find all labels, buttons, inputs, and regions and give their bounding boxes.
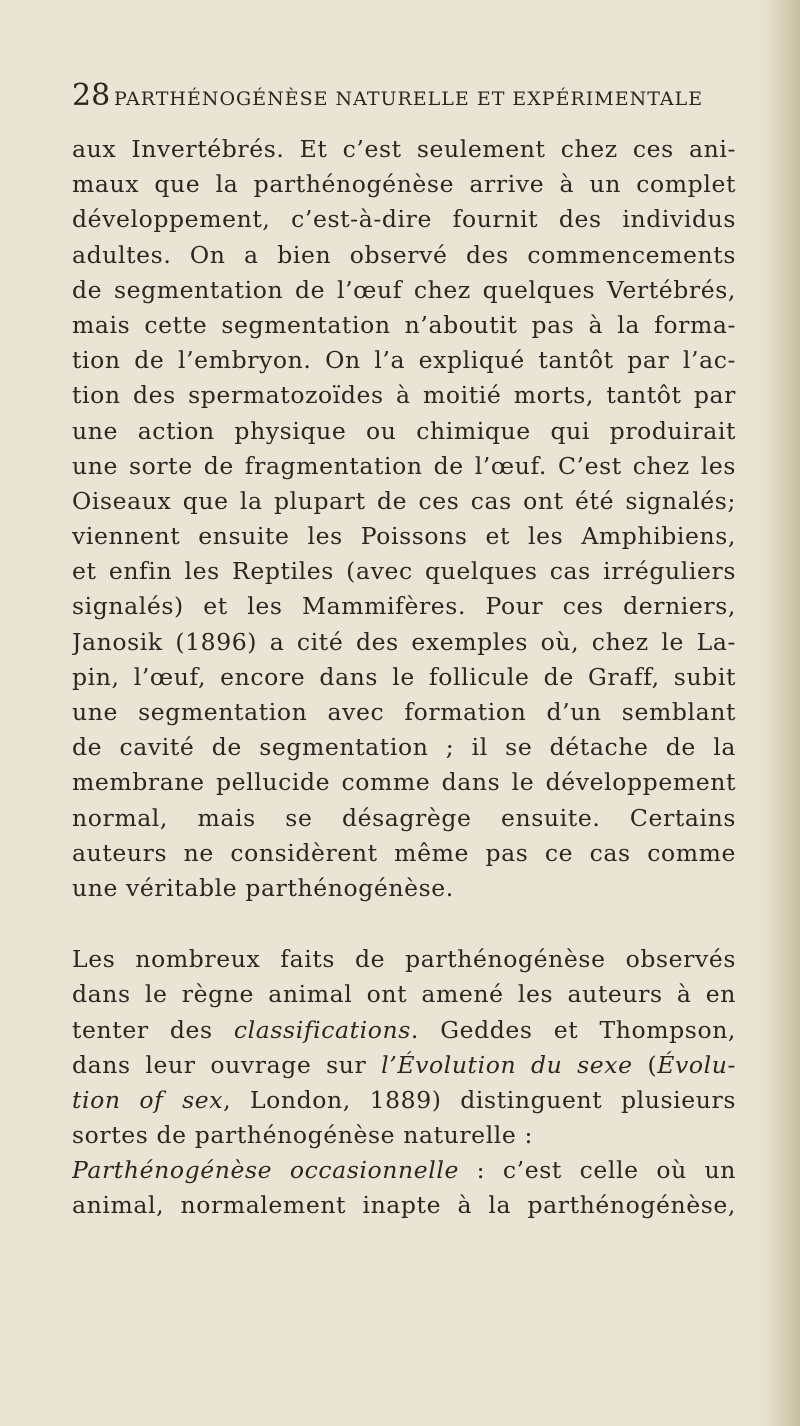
text-line: sortes de parthénogénèse naturelle :: [72, 1121, 534, 1150]
text-line: aux Invertébrés. Et c’est seulement chez ces ani-: [72, 135, 736, 163]
text-run: dans leur ouvrage sur: [72, 1050, 382, 1079]
italic-title: Évolu-: [657, 1050, 736, 1079]
italic-title: l’Évolution du sexe: [381, 1050, 633, 1079]
text-line: tion des spermatozoïdes à moitié morts, tantôt par: [72, 381, 736, 410]
page-number: 28: [72, 78, 111, 113]
text-line: adultes. On a bien observé des commencements: [72, 240, 736, 269]
page-header: [72, 78, 732, 118]
text-run: (: [632, 1050, 658, 1079]
text-line: [72, 1013, 736, 1048]
text-line: de cavité de segmentation ; il se détache de la: [72, 733, 736, 762]
text-line: tion de l’embryon. On l’a expliqué tantôt par l’ac-: [72, 346, 736, 375]
text-line: [72, 1153, 736, 1188]
text-line: viennent ensuite les Poissons et les Amphibiens,: [72, 522, 736, 551]
paragraph-2: [72, 942, 736, 1224]
text-line: [72, 1048, 736, 1083]
text-line: [72, 1083, 736, 1118]
paragraph-1: [72, 132, 736, 906]
text-line: une action physique ou chimique qui produirait: [72, 416, 736, 445]
text-run: , London, 1889) distinguent plusieurs: [223, 1085, 736, 1114]
text-line: auteurs ne considèrent même pas ce cas comme: [72, 838, 736, 867]
text-line: Les nombreux faits de parthénogénèse observés: [72, 945, 736, 974]
text-line: mais cette segmentation n’aboutit pas à la forma-: [72, 310, 736, 339]
text-line: une sorte de fragmentation de l’œuf. C’est chez les: [72, 451, 736, 480]
text-line: Oiseaux que la plupart de ces cas ont été signalés;: [72, 486, 736, 515]
text-line: une segmentation avec formation d’un semblant: [72, 698, 736, 726]
running-title: PARTHÉNOGÉNÈSE NATURELLE ET EXPÉRIMENTALE: [114, 88, 704, 110]
text-line: animal, normalement inapte à la parthénogénèse,: [72, 1191, 736, 1220]
text-line: développement, c’est-à-dire fournit des individus: [72, 205, 736, 234]
italic-title: tion of sex: [72, 1085, 224, 1114]
italic-term: classifications: [233, 1015, 411, 1044]
paragraph-gap: [72, 906, 736, 942]
text-line: normal, mais se désagrège ensuite. Certains: [72, 803, 736, 832]
text-line: maux que la parthénogénèse arrive à un complet: [72, 170, 736, 199]
text-run: . Geddes et Thompson,: [410, 1015, 736, 1044]
body-text: [72, 132, 736, 1224]
text-line: une véritable parthénogénèse.: [72, 873, 454, 902]
text-line: pin, l’œuf, encore dans le follicule de Graff, subit: [72, 662, 736, 691]
text-line: et enfin les Reptiles (avec quelques cas irréguliers: [72, 557, 736, 586]
text-run: tenter des: [72, 1015, 234, 1044]
page-edge-shadow: [760, 0, 800, 1426]
text-line: Janosik (1896) a cité des exemples où, chez le La-: [72, 627, 736, 656]
text-line: dans le règne animal ont amené les auteurs à en: [72, 980, 736, 1009]
text-line: de segmentation de l’œuf chez quelques Vertébrés,: [72, 275, 736, 304]
text-run: : c’est celle où un: [458, 1156, 736, 1185]
italic-term: Parthénogénèse occasionnelle: [72, 1156, 459, 1185]
text-line: signalés) et les Mammifères. Pour ces derniers,: [72, 592, 736, 621]
text-line: membrane pellucide comme dans le développement: [72, 768, 736, 797]
